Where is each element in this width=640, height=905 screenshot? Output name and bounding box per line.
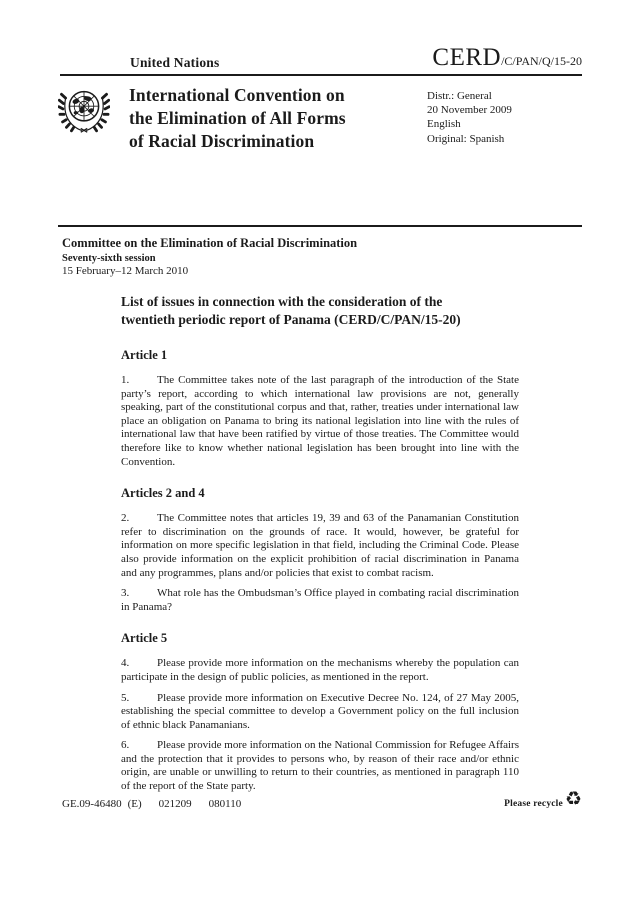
section-heading-article-5: Article 5 <box>121 631 168 646</box>
distribution-line: Original: Spanish <box>427 132 505 145</box>
document-symbol <box>432 44 582 72</box>
paragraph-4 <box>121 657 519 684</box>
paragraph-text: Please provide more information on the National Commission for Refugee Affairs and the protection that it provides to persons who, by reason of their race and/or ethnic origin, are unable or unwilling to return to their countries, as mentioned in paragraph 110 of the report of the State party. <box>121 739 519 793</box>
document-reference <box>62 798 241 810</box>
paragraph-2 <box>121 512 519 580</box>
committee-session: Seventy-sixth session <box>62 253 156 264</box>
section-heading-article-1: Article 1 <box>121 348 168 362</box>
paragraph-5 <box>121 692 519 733</box>
committee-block <box>62 236 357 277</box>
paragraph-text: The Committee notes that articles 19, 39 and 63 of the Panamanian Constitution refer to discrimination on the grounds of race. It would, however, be grateful for information on more specific legislation in that field, including the Criminal Code. Please also provide information on the explicit prohibition of racial discrimination in Panama and any programmes, plans and/or policies that exist to combat racism. <box>121 512 519 579</box>
document-title-line: List of issues in connection with the consideration of the <box>121 294 443 309</box>
paragraph-text: What role has the Ombudsman’s Office played in combating racial discrimination in Panama? <box>121 587 519 613</box>
reference-number: GE.09-46480 <box>62 797 122 810</box>
recycle-label: Please recycle <box>504 798 563 809</box>
paragraph-number: 2. <box>121 512 130 525</box>
paragraph-3 <box>121 587 519 614</box>
paragraph-number: 3. <box>121 587 130 600</box>
paragraph-number: 5. <box>121 691 130 704</box>
reference-date-2: 080110 <box>208 797 242 810</box>
paragraph-text: Please provide more information on Executive Decree No. 124, of 27 May 2005, establishing the special committee to develop a Government policy on the full inclusion of ethnic black Panamanians. <box>121 691 519 731</box>
convention-title-line: of Racial Discrimination <box>129 131 315 151</box>
distribution-line: English <box>427 118 461 131</box>
document-title <box>121 293 519 328</box>
main-content <box>121 293 519 801</box>
paragraph-number: 4. <box>121 657 130 670</box>
section-heading-articles-2-and-4: Articles 2 and 4 <box>121 486 205 501</box>
paragraph-text: Please provide more information on the mechanisms whereby the population can participate in the design of public policies, as mentioned in the report. <box>121 657 519 683</box>
reference-date-1: 021209 <box>158 797 192 810</box>
distribution-line: Distr.: General <box>427 90 492 102</box>
document-symbol-main: CERD <box>432 44 502 71</box>
paragraph-number: 6. <box>121 739 130 752</box>
document-symbol-suffix: /C/PAN/Q/15-20 <box>501 54 582 68</box>
recycle-notice <box>504 788 582 813</box>
document-title-line: twentieth periodic report of Panama (CERD/C/PAN/15-20) <box>121 311 461 327</box>
convention-title-line: the Elimination of All Forms <box>129 108 346 128</box>
page-footer <box>62 788 582 813</box>
un-emblem-icon <box>58 82 110 138</box>
distribution-line: 20 November 2009 <box>427 104 512 117</box>
committee-dates: 15 February–12 March 2010 <box>62 265 189 277</box>
paragraph-1 <box>121 374 519 469</box>
recycle-icon: ♻ <box>564 788 582 810</box>
paragraph-text: The Committee takes note of the last paragraph of the introduction of the State party’s report, according to which international law provisions are not, generally speaking, part of the constitutional corpus and that, rather, treaties under international law place an obligation on Panama to bring its national legislation into line with the rules of international law that have been ratified by virtue of those treaties. The Committee would therefore like to know whether national legislation has been brought into line with the Convention. <box>121 374 519 468</box>
distribution-block <box>427 89 512 146</box>
org-name: United Nations <box>130 55 220 70</box>
convention-title <box>129 84 419 153</box>
convention-title-line: International Convention on <box>129 85 345 105</box>
committee-name: Committee on the Elimination of Racial Discrimination <box>62 236 358 250</box>
paragraph-6 <box>121 739 519 793</box>
header-rule <box>60 74 582 76</box>
section-rule <box>58 225 582 227</box>
paragraph-number: 1. <box>121 374 130 386</box>
reference-language: (E) <box>127 797 142 810</box>
